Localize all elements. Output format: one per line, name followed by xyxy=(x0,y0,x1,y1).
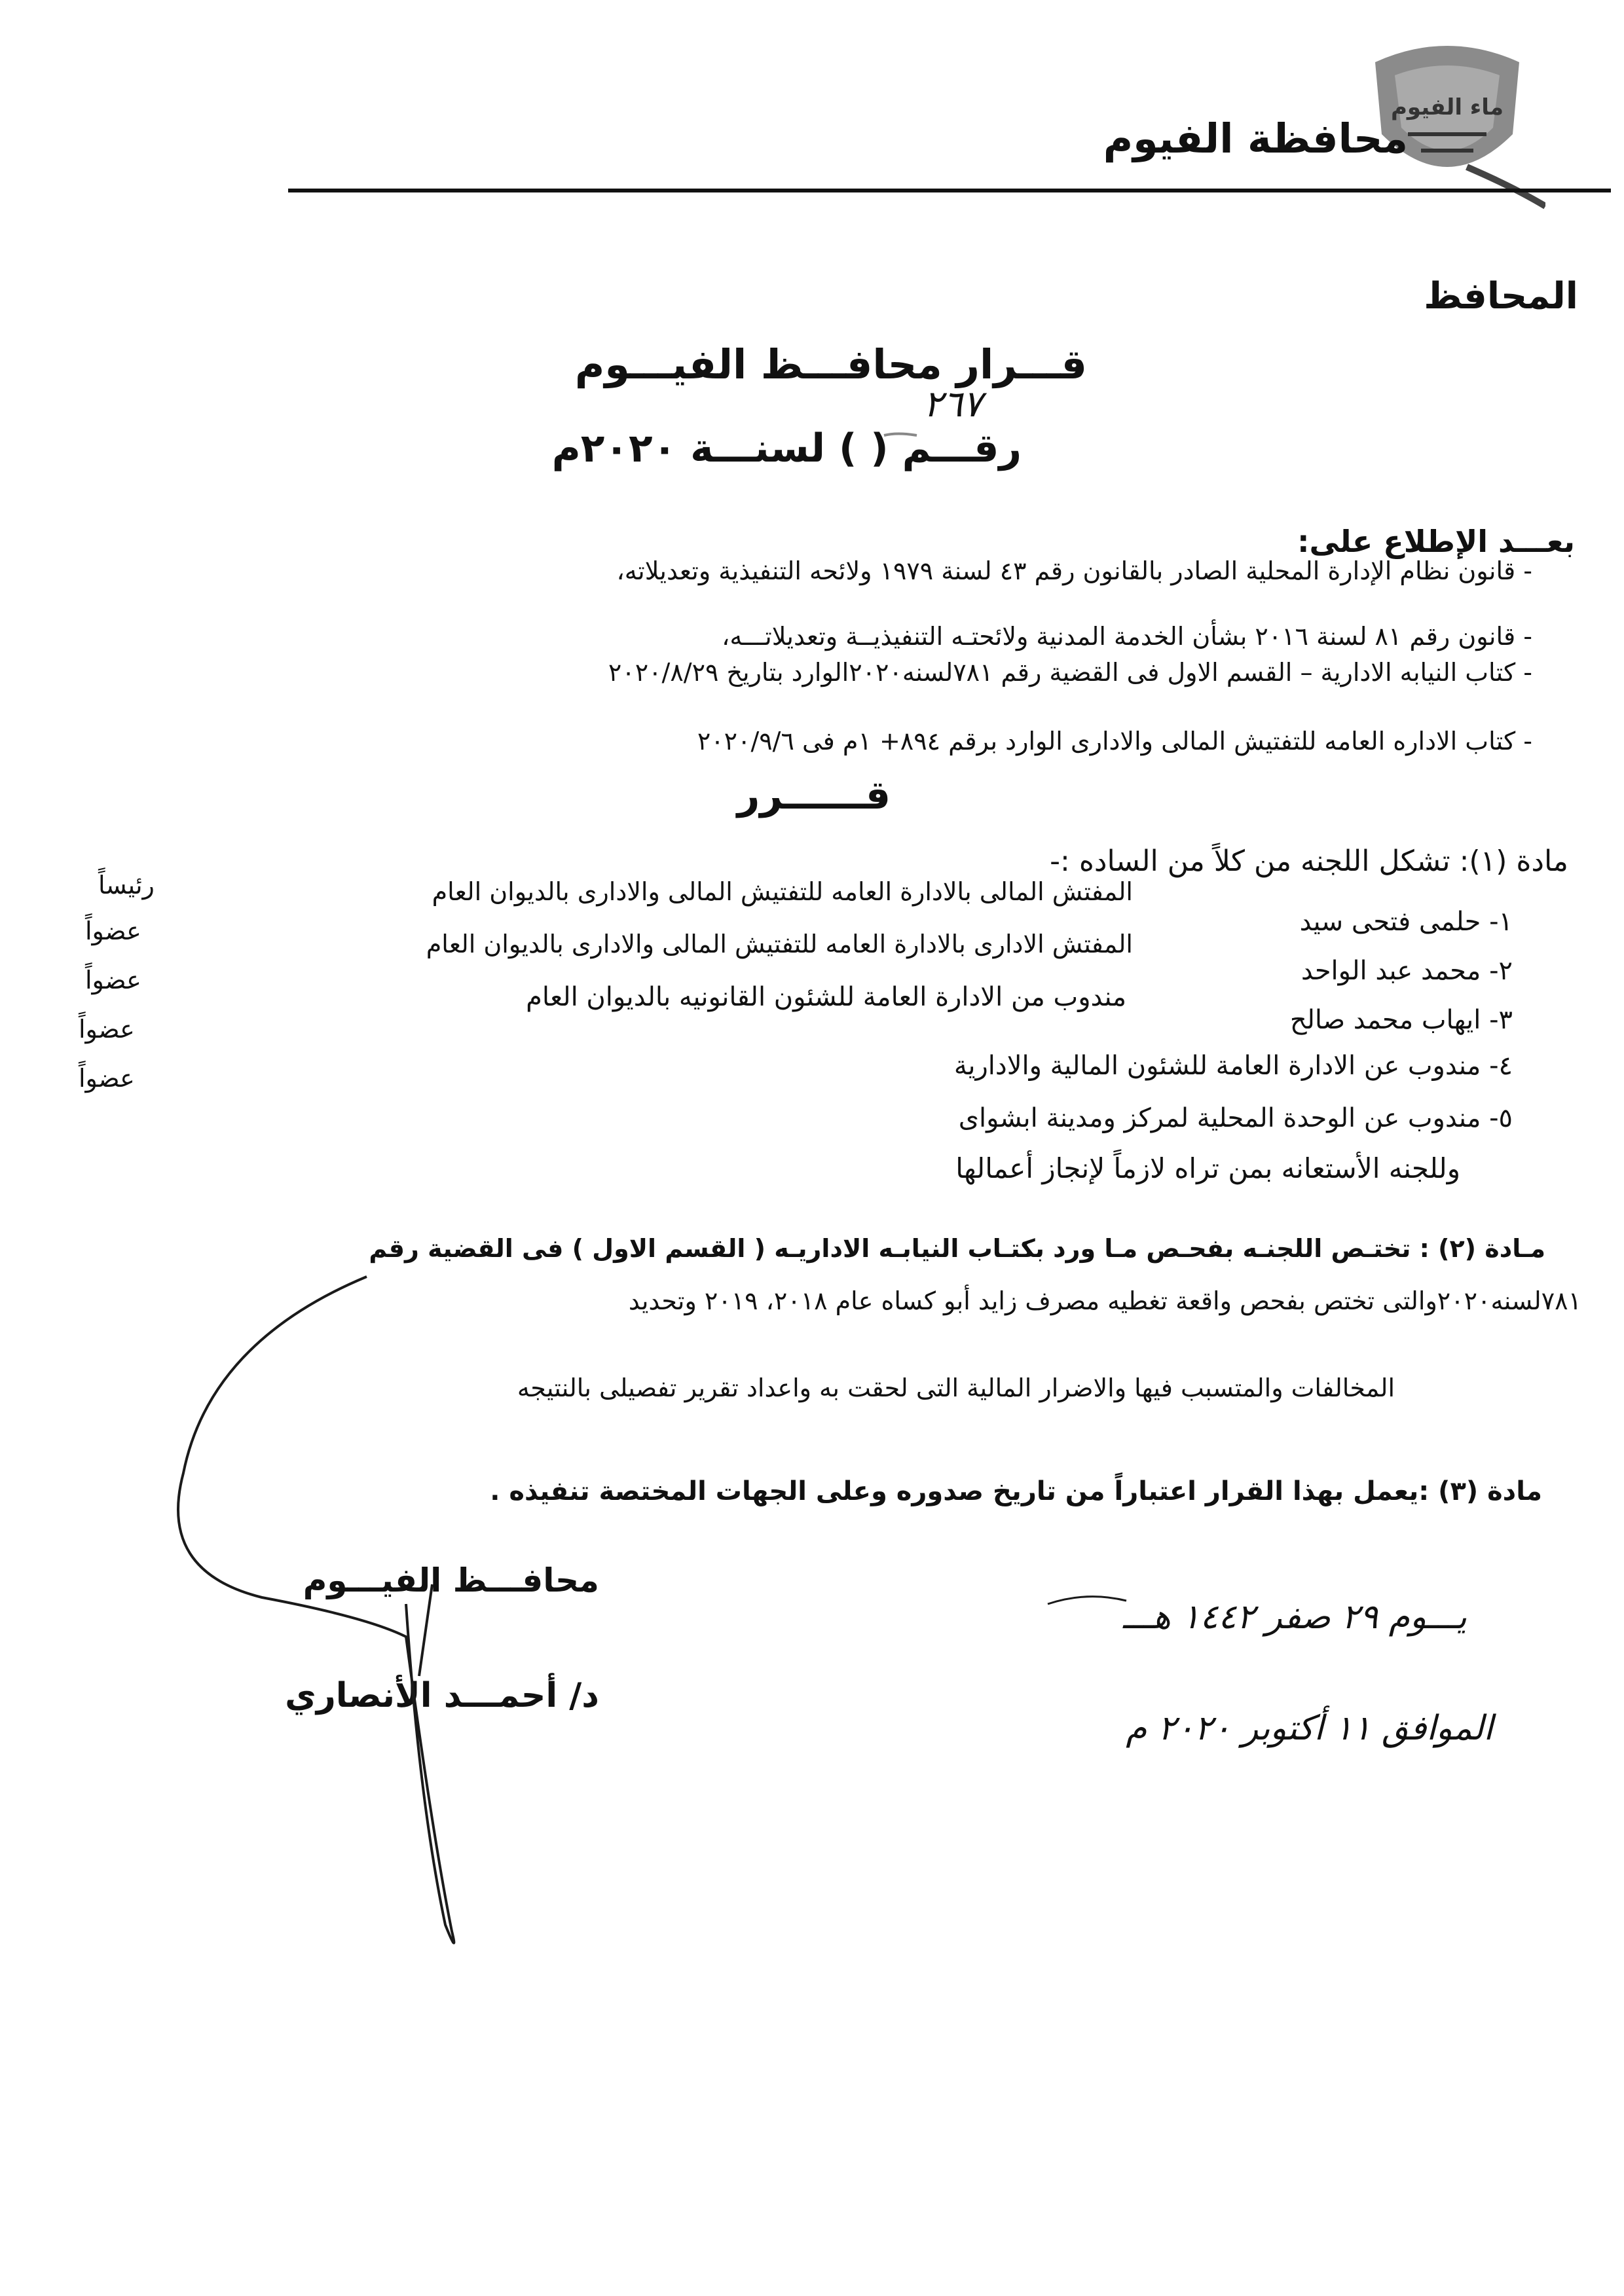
svg-text:ماء الفيوم: ماء الفيوم xyxy=(1390,94,1504,120)
member-name: ٣- ايهاب محمد صالح xyxy=(1289,1005,1513,1035)
member-status: عضواً xyxy=(85,917,141,945)
hijri-date: يـــوم ٢٩ صفر ١٤٤٢ هـــ xyxy=(1122,1597,1467,1637)
member-role: مندوب من الادارة العامة للشئون القانونيه بالديوان العام xyxy=(526,982,1126,1012)
signature-title: محافـــظ الفيـــوم xyxy=(303,1561,599,1599)
member-status: رئيساً xyxy=(98,871,155,900)
member-name: ٥- مندوب عن الوحدة المحلية لمركز ومدينة ابشواى xyxy=(958,1103,1513,1133)
member-name: ٢- محمد عبد الواحد xyxy=(1301,956,1513,986)
signature-name: د/ أحمـــد الأنصاري xyxy=(285,1676,599,1715)
member-name: ٤- مندوب عن الادارة العامة للشئون المالية والادارية xyxy=(953,1051,1513,1081)
article2-line: المخالفات والمتسبب فيها والاضرار المالية التى لحقت به واعداد تقرير تفصيلى بالنتيجه xyxy=(517,1374,1395,1402)
decides-heading: قــــــرر xyxy=(737,773,891,818)
governor-title: المحافظ xyxy=(1424,275,1578,318)
decision-number-line: رقـــم ( ) لسنـــة ٢٠٢٠م xyxy=(551,426,1022,471)
member-status: عضواً xyxy=(85,966,141,994)
member-status: عضواً xyxy=(79,1015,135,1044)
member-role: المفتش المالى بالادارة العامه للتفتيش المالى والادارى بالديوان العام xyxy=(432,877,1133,906)
decision-title: قـــرار محافـــظ الفيـــوم xyxy=(574,340,1087,388)
article2-line: ٧٨١لسنه٢٠٢٠والتى تختص بفحص واقعة تغطيه مصرف زايد أبو كساه عام ٢٠١٨، ٢٠١٩ وتحديد xyxy=(628,1286,1581,1315)
gregorian-date: الموافق ١١ أكتوبر ٢٠٢٠ م xyxy=(1126,1709,1493,1748)
article1-closing: وللجنه الأستعانه بمن تراه لازماً لإنجاز أعمالها xyxy=(955,1152,1460,1184)
reference-item: - قانون نظام الإدارة المحلية الصادر بالقانون رقم ٤٣ لسنة ١٩٧٩ ولائحه التنفيذية وتعديلاته، xyxy=(616,556,1532,585)
article1-intro: مادة (١): تشكل اللجنه من كلاً من الساده :- xyxy=(1050,845,1568,878)
member-name: ١- حلمى فتحى سيد xyxy=(1299,907,1513,937)
article2-line: مـادة (٢) : تختـص اللجنـه بفحـص مـا ورد بكتـاب النيابـه الاداريـه ( القسم الاول ) فى القضية رقم xyxy=(369,1234,1545,1263)
decision-handwritten-number: ٢٦٧ xyxy=(923,383,982,426)
member-status: عضواً xyxy=(79,1064,135,1093)
member-role: المفتش الادارى بالادارة العامه للتفتيش المالى والادارى بالديوان العام xyxy=(426,930,1133,958)
governorate-name: محافظة الفيوم xyxy=(1103,115,1408,162)
reference-item: - قانون رقم ٨١ لسنة ٢٠١٦ بشأن الخدمة المدنية ولائحتـه التنفيذيــة وتعديلاتـــه، xyxy=(722,622,1532,651)
references-heading: بعـــد الإطلاع على: xyxy=(1297,524,1575,559)
reference-item: - كتاب النيابه الادارية – القسم الاول فى القضية رقم ٧٨١لسنه٢٠٢٠الوارد بتاريخ ٢٠٢٠/٨/٢٩ xyxy=(608,658,1532,687)
article3-text: مادة (٣) :يعمل بهذا القرار اعتباراً من تاريخ صدوره وعلى الجهات المختصة تنفيذه . xyxy=(490,1476,1542,1506)
reference-item: - كتاب الاداره العامه للتفتيش المالى والادارى الوارد برقم ٨٩٤+ ١م فى ٢٠٢٠/٩/٦ xyxy=(697,727,1532,756)
